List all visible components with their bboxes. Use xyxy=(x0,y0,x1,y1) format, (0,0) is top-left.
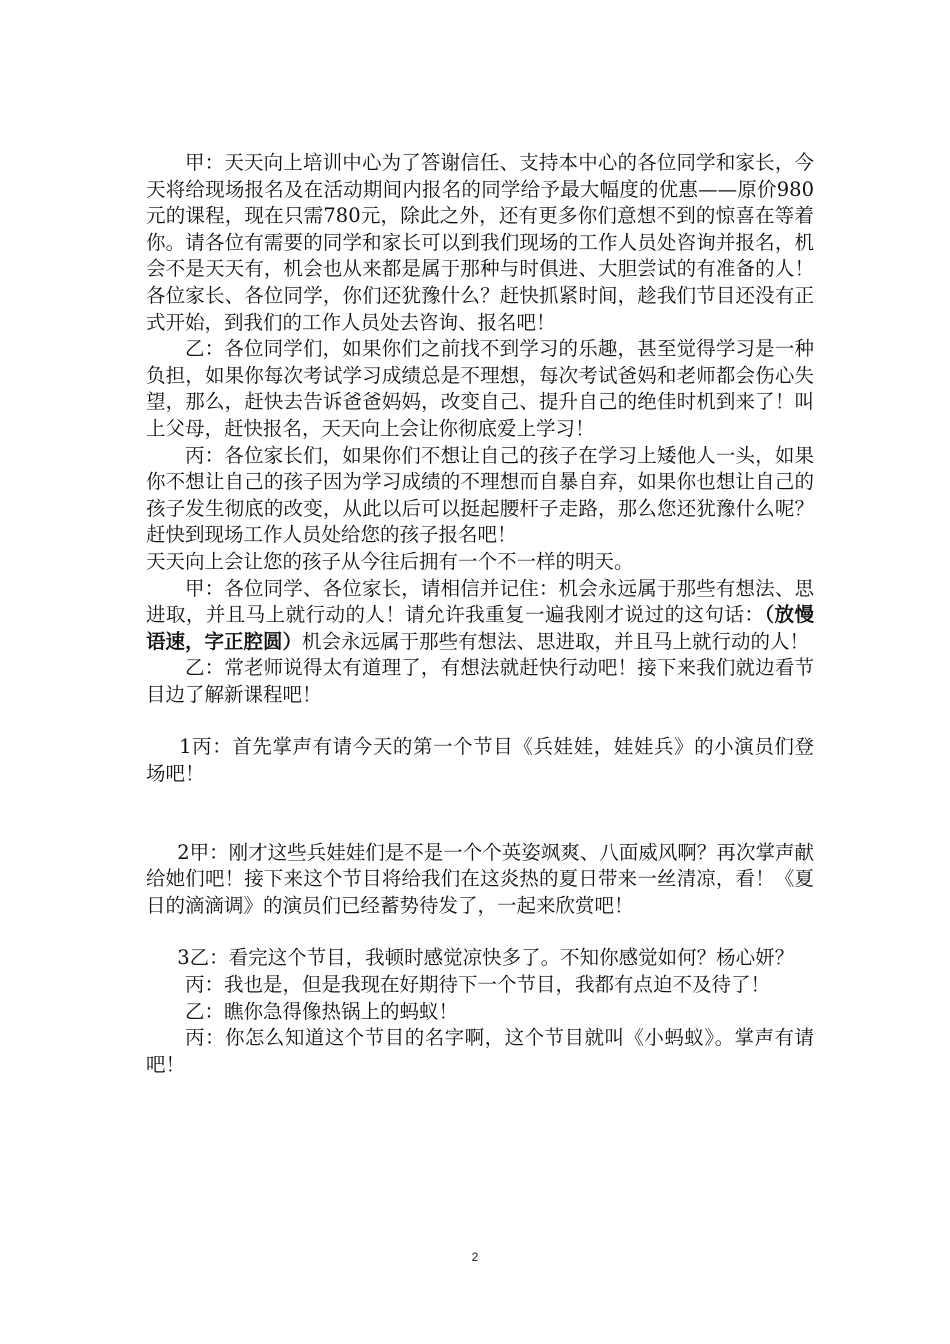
spacer xyxy=(146,708,814,734)
paragraph-jia-2-start: 甲：各位同学、各位家长，请相信并记住：机会永远属于那些有想法、思进取，并且马上就行动的人！请允许我重复一遍我刚才说过的这句话： xyxy=(146,576,814,627)
paragraph-bing-1-continued: 天天向上会让您的孩子从今往后拥有一个不一样的明天。 xyxy=(146,549,634,573)
paragraph-program-2: 2甲：刚才这些兵娃娃们是不是一个个英姿飒爽、八面威风啊？再次掌声献给她们吧！接下来这个节目将给我们在这炎热的夏日带来一丝清凉，看！《夏日的滴滴调》的演员们已经蓄势待发了，一起来欣赏吧！ xyxy=(146,840,814,917)
paragraph-bing-3: 丙：你怎么知道这个节目的名字啊，这个节目就叫《小蚂蚁》。掌声有请吧！ xyxy=(146,1026,814,1076)
stage-direction-note: （放慢语速，字正腔圆） xyxy=(146,603,814,653)
document-body xyxy=(146,150,814,1078)
paragraph-yi-2: 乙：常老师说得太有道理了，有想法就赶快行动吧！接下来我们就边看节目边了解新课程吧！ xyxy=(146,656,814,706)
paragraph-yi-3: 乙：瞧你急得像热锅上的蚂蚁！ xyxy=(185,999,459,1023)
paragraph-program-3: 3乙：看完这个节目，我顿时感觉凉快多了。不知你感觉如何？杨心妍？ xyxy=(177,946,795,970)
paragraph-bing-1: 丙：各位家长们，如果你们不想让自己的孩子在学习上矮他人一头，如果你不想让自己的孩子因为学习成绩的不理想而自暴自弃，如果你也想让自己的孩子发生彻底的改变，从此以后可以挺起腰杆子走路，那么您还犹豫什么呢？赶快到现场工作人员处给您的孩子报名吧！ xyxy=(146,443,814,547)
paragraph-yi-1: 乙：各位同学们，如果你们之前找不到学习的乐趣，甚至觉得学习是一种负担，如果你每次考试学习成绩总是不理想，每次考试爸妈和老师都会伤心失望，那么，赶快去告诉爸爸妈妈，改变自己、提升自己的绝佳时机到来了！叫上父母，赶快报名，天天向上会让你彻底爱上学习！ xyxy=(146,337,814,440)
paragraph-jia-1: 甲：天天向上培训中心为了答谢信任、支持本中心的各位同学和家长，今天将给现场报名及在活动期间内报名的同学给予最大幅度的优惠——原价980元的课程，现在只需780元，除此之外，还有更多你们意想不到的惊喜在等着你。请各位有需要的同学和家长可以到我们现场的工作人员处咨询并报名，机会不是天天有，机会也从来都是属于那种与时俱进、大胆尝试的有准备的人！各位家长、各位同学，你们还犹豫什么？赶快抓紧时间，趁我们节目还没有正式开始，到我们的工作人员处去咨询、报名吧！ xyxy=(146,151,814,334)
spacer xyxy=(146,919,814,945)
paragraph-program-1: 1丙：首先掌声有请今天的第一个节目《兵娃娃，娃娃兵》的小演员们登场吧！ xyxy=(146,735,814,786)
paragraph-jia-2 xyxy=(146,576,814,656)
paragraph-jia-2-end: 机会永远属于那些有想法、思进取，并且马上就行动的人！ xyxy=(302,629,810,653)
spacer xyxy=(146,788,814,840)
paragraph-bing-2: 丙：我也是，但是我现在好期待下一个节目，我都有点迫不及待了！ xyxy=(185,973,771,997)
page-number: 2 xyxy=(471,1250,479,1264)
